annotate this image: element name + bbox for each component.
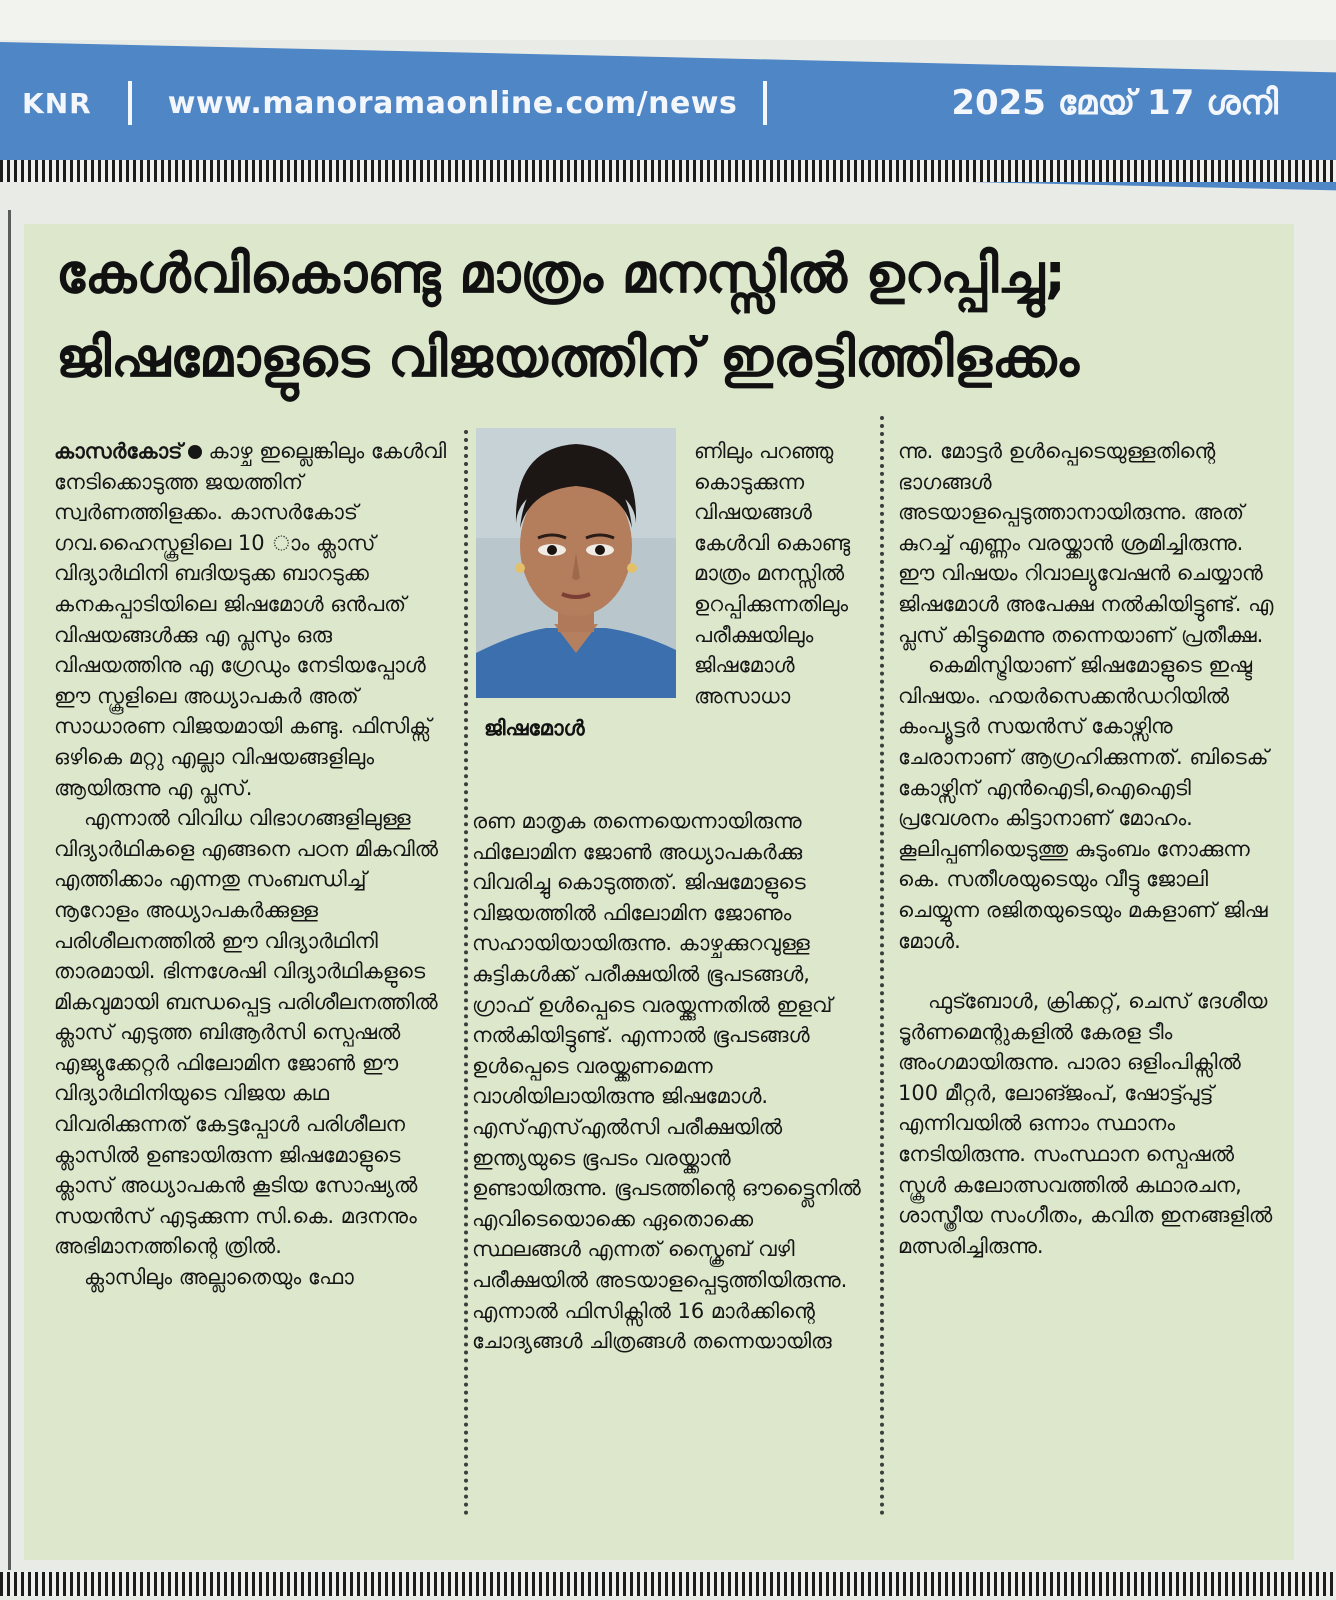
paragraph-gap <box>898 956 1278 986</box>
headline-line-1: കേൾവികൊണ്ടു മാത്രം മനസ്സിൽ ഉറപ്പിച്ചു; <box>56 242 1066 305</box>
article-column-2-beside-photo <box>694 436 864 711</box>
dateline-bullet <box>188 445 202 459</box>
masthead-divider <box>763 81 767 125</box>
photo-caption: ജിഷമോൾ <box>484 716 585 740</box>
decorative-tick-rule <box>0 1572 1336 1596</box>
dateline-place: കാസർകോട് <box>54 439 183 463</box>
paragraph: എന്നാൽ വിവിധ വിഭാഗങ്ങളിലുള്ള വിദ്യാർഥികളെ എങ്ങനെ പഠന മികവിൽ എത്തിക്കാം എന്നതു സംബന്ധിച്ച് നൂറോളം അധ്യാപകർക്കുള്ള പരിശീലനത്തിൽ ഈ വിദ്യാർഥിനി താരമായി. ഭിന്നശേഷി വിദ്യാർഥികളുടെ മികവുമായി ബന്ധപ്പെട്ട പരിശീലനത്തിൽ ക്ലാസ് എടുത്ത ബിആർസി സ്പെഷൽ എജ്യുക്കേറ്റർ ഫിലോമിന ജോൺ ഈ വിദ്യാർഥിനിയുടെ വിജയ കഥ വിവരിക്കുന്നത് കേട്ടപ്പോൾ പരിശീലന ക്ലാസിൽ ഉണ്ടായിരുന്ന ജിഷമോളുടെ ക്ലാസ് അധ്യാപകൻ കൂടിയ സോഷ്യൽ സയൻസ് എടുക്കുന്ന സി.കെ. മദനനും അഭിമാനത്തിന്റെ ത്രിൽ. <box>54 806 439 1259</box>
decorative-tick-rule <box>0 160 1336 182</box>
headline <box>56 232 1286 400</box>
portrait-photo <box>476 428 676 698</box>
paragraph: ക്ലാസിലും അല്ലാതെയും ഫോ <box>84 1265 354 1290</box>
article-column-3 <box>898 436 1278 1261</box>
paragraph: ണിലും പറഞ്ഞു കൊടുക്കുന്ന വിഷയങ്ങൾ കേൾവി കൊണ്ടു മാത്രം മനസ്സിൽ ഉറപ്പിക്കുന്നതിലും പരീക്ഷയിലും ജിഷമോൾ അസാധാ <box>694 439 851 708</box>
headline-line-2: ജിഷമോളുടെ വിജയത്തിന് ഇരട്ടിത്തിളക്കം <box>56 326 1080 389</box>
column-border <box>8 210 11 1570</box>
paragraph-lead: കാഴ്ച ഇല്ലെങ്കിലും കേൾവി നേടിക്കൊടുത്ത ജയത്തിന് സ്വർണത്തിളക്കം. കാസർകോട് ഗവ.ഹൈസ്കൂളിലെ 10 ാം ക്ലാസ് വിദ്യാർഥിനി ബദിയടുക്ക ബാറടുക്ക കനകപ്പാടിയിലെ ജിഷമോൾ ഒൻപത് വിഷയങ്ങൾക്കു എ പ്ലസും ഒരു വിഷയത്തിനു എ ഗ്രേഡും നേടിയപ്പോൾ ഈ സ്കൂളിലെ അധ്യാപകർ അത് സാധാരണ വിജയമായി കണ്ടു. ഫിസിക്സ് ഒഴികെ മറ്റു എല്ലാ വിഷയങ്ങളിലും ആയിരുന്നു എ പ്ലസ്. <box>54 439 447 800</box>
article-column-1 <box>54 436 454 1293</box>
masthead <box>0 70 1336 136</box>
paragraph: കെമിസ്ട്രിയാണ് ജിഷമോളുടെ ഇഷ്ട വിഷയം. ഹയർസെക്കൻഡറിയിൽ കംപ്യൂട്ടർ സയൻസ് കോഴ്സിനു ചേരാനാണ് ആഗ്രഹിക്കുന്നത്. ബിടെക് കോഴ്സിന് എൻഐടി,ഐഐടി പ്രവേശനം കിട്ടാനാണ് മോഹം. കൂലിപ്പണിയെടുത്തു കുടുംബം നോക്കുന്ന കെ. സതീശയുടെയും വീട്ടു ജോലി ചെയ്യുന്ന രജിതയുടെയും മകളാണ് ജിഷ മോൾ. <box>898 653 1269 953</box>
paragraph: ഫുട്ബോൾ, ക്രിക്കറ്റ്, ചെസ് ദേശീയ ടൂർണമെന്റുകളിൽ കേരള ടീം അംഗമായിരുന്നു. പാരാ ഒളിംപിക്സിൽ 100 മീറ്റർ, ലോങ്ജംപ്, ഷോട്ട്പുട്ട് എന്നിവയിൽ ഒന്നാം സ്ഥാനം നേടിയിരുന്നു. സംസ്ഥാന സ്പെഷൽ സ്കൂൾ കലോത്സവത്തിൽ കഥാരചന, ശാസ്ത്രീയ സംഗീതം, കവിത ഇനങ്ങളിൽ മത്സരിച്ചിരുന്നു. <box>898 989 1273 1258</box>
article-column-2 <box>472 806 864 1357</box>
column-divider <box>464 430 468 1516</box>
column-divider <box>880 416 884 1516</box>
paper-edge <box>0 0 1336 40</box>
issue-date: 2025 മേയ് 17 ശനി <box>951 83 1278 123</box>
masthead-divider <box>128 81 132 125</box>
website-url[interactable]: www.manoramaonline.com/news <box>167 85 738 121</box>
paragraph: ന്നു. മോട്ടർ ഉൾപ്പെടെയുള്ളതിന്റെ ഭാഗങ്ങൾ അടയാളപ്പെടുത്താനായിരുന്നു. അത് കുറച്ച് എണ്ണം വരയ്ക്കാൻ ശ്രമിച്ചിരുന്നു. ഈ വിഷയം റിവാല്യുവേഷൻ ചെയ്യാൻ ജിഷമോൾ അപേക്ഷ നൽകിയിട്ടുണ്ട്. എ പ്ലസ് കിട്ടുമെന്നു തന്നെയാണ് പ്രതീക്ഷ. <box>898 439 1274 647</box>
edition-code: KNR <box>22 86 92 120</box>
paragraph: രണ മാതൃക തന്നെയെന്നായിരുന്നു ഫിലോമിന ജോൺ അധ്യാപകർക്കു വിവരിച്ചു കൊടുത്തത്. ജിഷമോളുടെ വിജയത്തിൽ ഫിലോമിന ജോണും സഹായിയായിരുന്നു. കാഴ്ചക്കുറവുള്ള കുട്ടികൾക്ക് പരീക്ഷയിൽ ഭൂപടങ്ങൾ, ഗ്രാഫ് ഉൾപ്പെടെ വരയ്ക്കുന്നതിൽ ഇളവ് നൽകിയിട്ടുണ്ട്. എന്നാൽ ഭൂപടങ്ങൾ ഉൾപ്പെടെ വരയ്ക്കണമെന്ന വാശിയിലായിരുന്നു ജിഷമോൾ. എസ്എസ്എൽസി പരീക്ഷയിൽ ഇന്ത്യയുടെ ഭൂപടം വരയ്ക്കാൻ ഉണ്ടായിരുന്നു. ഭൂപടത്തിന്റെ ഔട്ട്ലൈനിൽ എവിടെയൊക്കെ ഏതൊക്കെ സ്ഥലങ്ങൾ എന്നത് സ്ക്രൈബ് വഴി പരീക്ഷയിൽ അടയാളപ്പെടുത്തിയിരുന്നു. എന്നാൽ ഫിസിക്സിൽ 16 മാർക്കിന്റെ ചോദ്യങ്ങൾ ചിത്രങ്ങൾ തന്നെയായിരു <box>472 809 861 1354</box>
